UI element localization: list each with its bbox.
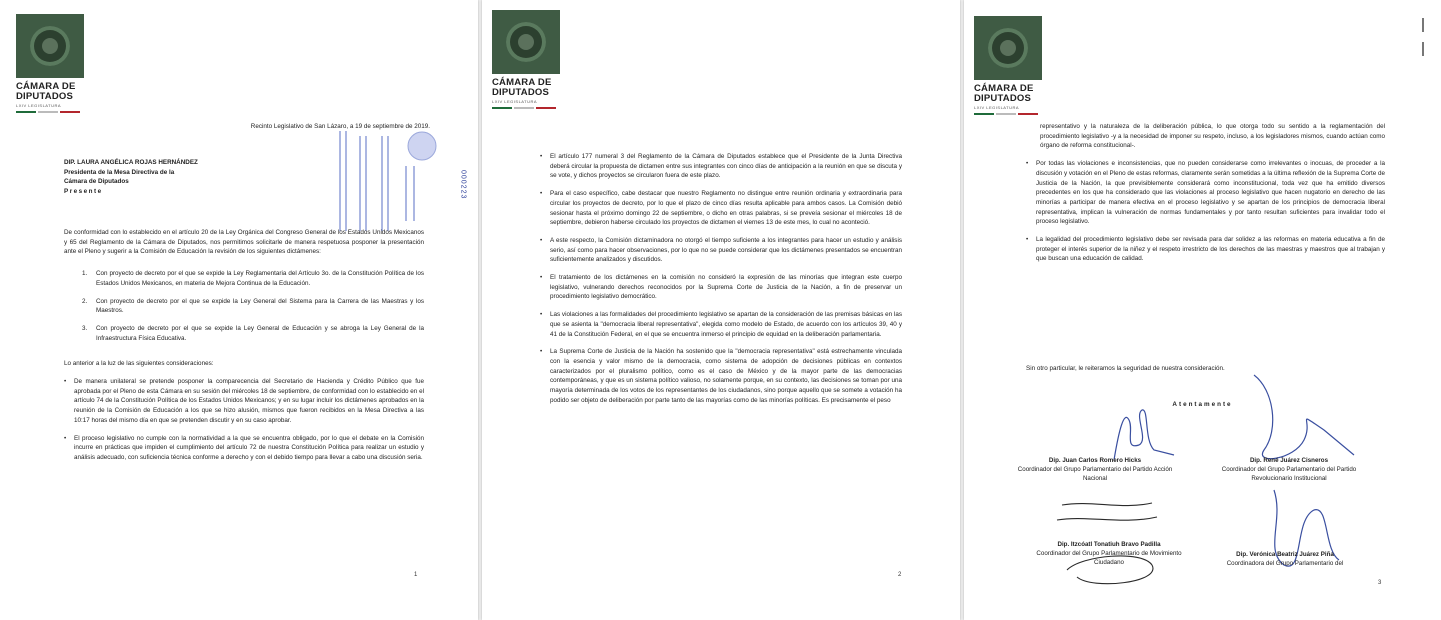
list-item: • La Suprema Corte de Justicia de la Nación ha sostenido que la "democracia representativa" está estrechamente vinculada con la esencia y valor mismo de la democracia, como sistema de adopción de decisiones públicas en contextos caracterizados por el pluralismo político, como es el caso de México y de la mayor parte de las democracias contemporáneas, y que es un sistema político valioso, no solamente porque, en su contexto, las decisiones se toman por una mayoría determinada de los votos de los representantes de los ciudadanos, sino porque aquello que se somete a votación ha podido ser objeto de deliberación por parte tanto de las mayorías como de las minorías políticas. Es precisamente el peso <box>540 347 902 405</box>
logo-line-1: CÁMARA DE <box>974 83 1034 94</box>
list-item: • A este respecto, la Comisión dictaminadora no otorgó el tiempo suficiente a los integrantes para hacer un estudio y análisis serio, así como para hacer observaciones, por lo que no se puede considerar que los dictámenes presentados se encuentran suficientemente analizados y discutidos. <box>540 236 902 265</box>
list-item: • El artículo 177 numeral 3 del Reglamento de la Cámara de Diputados establece que el Presidente de la Junta Directiva deberá circular la propuesta de dictamen entre sus integrantes con cinco días de anticipación a la reunión en que se discuta y se vote, y dichos proyectos se circularon fuera de este plazo. <box>540 152 902 181</box>
logo-line-3: LXIV LEGISLATURA <box>492 99 538 104</box>
logo-line-2: DIPUTADOS <box>974 93 1032 104</box>
addressee-presente: Presente <box>64 187 103 195</box>
signatory-block <box>1200 550 1370 568</box>
list-item: • De manera unilateral se pretende posponer la comparecencia del Secretario de Hacienda y Crédito Público que fue aprobada por el Pleno de esta Cámara en su sesión del miércoles 18 de septiembre, de conformidad con lo establecido en el artículo 74 de la Constitución Política de los Estados Unidos Mexicanos; y en su lugar incluir los dictámenes aprobados en la reunión de la Comisión de Educación a los que se hizo alusión, mismos que fueron recibidos en la Mesa Directiva a las 10:17 horas del mismo día en que se pretenden discutir y en su caso aprobar. <box>64 377 424 426</box>
page3-body <box>1036 122 1385 272</box>
list-item: 1. Con proyecto de decreto por el que se expide la Ley Reglamentaria del Artículo 3o. de la Constitución Política de los Estados Unidos Mexicanos, en materia de Mejora Continua de la Educación. <box>82 270 424 287</box>
page2-body <box>540 152 902 413</box>
continuation-paragraph: representativo y la naturaleza de la deliberación pública, lo que otorga todo su sentido a la reglamentación del procedimiento legislativo -y a la necesidad de imponer su respeto, incluso, a los legisladores mismos, cuando actúan como órgano de reforma constitucional-. <box>1040 123 1385 150</box>
addressee-body: Cámara de Diputados <box>64 178 129 185</box>
camara-logo <box>16 14 88 113</box>
list-item: 2. Con proyecto de decreto por el que se expide la Ley General del Sistema para la Carrera de las Maestras y los Maestros. <box>82 297 424 315</box>
addressee-name: DIP. LAURA ANGÉLICA ROJAS HERNÁNDEZ <box>64 159 198 166</box>
page-number: 1 <box>414 572 418 578</box>
signature-juarez-cisneros <box>1234 370 1364 470</box>
signatory-name: Dip. René Juárez Cisneros <box>1249 457 1329 464</box>
logo-line-2: DIPUTADOS <box>492 87 550 98</box>
logo-line-2: DIPUTADOS <box>16 91 74 102</box>
signatory-role: Coordinadora del Grupo Parlamentario del <box>1226 560 1344 567</box>
eagle-emblem-icon <box>492 10 560 74</box>
page-number: 3 <box>1378 580 1382 586</box>
camara-logo <box>974 16 1046 115</box>
logo-stripes <box>492 107 558 109</box>
signatory-role: Coordinador del Grupo Parlamentario de Movimiento Ciudadano <box>1036 550 1182 566</box>
camara-logo <box>492 10 564 109</box>
signatory-name: Dip. Verónica Beatriz Juárez Piña <box>1236 551 1334 558</box>
signatory-role: Coordinador del Grupo Parlamentario del Partido Acción Nacional <box>1017 466 1173 482</box>
signatory-block <box>1010 456 1180 483</box>
signatory-role: Coordinador del Grupo Parlamentario del Partido Revolucionario Institucional <box>1221 466 1357 482</box>
received-stamp <box>330 126 440 236</box>
signatory-block <box>1204 456 1374 483</box>
logo-line-1: CÁMARA DE <box>492 77 552 88</box>
considerations-intro: Lo anterior a la luz de las siguientes consideraciones: <box>64 360 214 368</box>
signatory-name: Dip. Itzcóatl Tonatiuh Bravo Padilla <box>1057 541 1161 548</box>
page-number: 2 <box>898 572 902 578</box>
addressee-block <box>64 158 324 196</box>
list-item: 3. Con proyecto de decreto por el que se expide la Ley General de Educación y se abroga la Ley General de la Infraestructura Física Educativa. <box>82 324 424 342</box>
intro-paragraph: De conformidad con lo establecido en el artículo 20 de la Ley Orgánica del Congreso General de los Estados Unidos Mexicanos y 65 del Reglamento de la Cámara de Diputados, nos permitimos solicitarle de manera respetuosa posponer la presentación ante el Pleno y sugerir a la Comisión de Educación la revisión de los siguientes dictámenes: <box>64 229 424 256</box>
list-item: • El proceso legislativo no cumple con la normatividad a la que se encuentra obligado, por lo que el debate en la Comisión incurre en prácticas que impiden el cumplimiento del artículo 72 de nuestra Constitución Política para realizar un estudio y análisis adecuado, con suficiencia técnica conforme a derecho y con el debido tiempo para llevar a cabo una discusión seria. <box>64 434 424 463</box>
logo-stripes <box>974 113 1040 115</box>
document-page-2 <box>482 0 960 620</box>
document-page-1 <box>0 0 478 620</box>
farewell: Atentamente <box>1172 401 1233 408</box>
addressee-title: Presidenta de la Mesa Directiva de la <box>64 168 175 176</box>
document-page-3 <box>964 0 1441 620</box>
signatory-block <box>1024 540 1194 567</box>
closing-line: Sin otro particular, le reiteramos la seguridad de nuestra consideración. <box>1026 365 1225 372</box>
list-item: • El tratamiento de los dictámenes en la comisión no consideró la expresión de las minorías que integran este cuerpo legislativo, vulnerando derechos reconocidos por la Suprema Corte de Justicia de la Nación, a fin de preservar un procedimiento legislativo democrático. <box>540 273 902 302</box>
logo-line-3: LXIV LEGISLATURA <box>16 103 62 108</box>
logo-line-1: CÁMARA DE <box>16 81 76 92</box>
eagle-emblem-icon <box>16 14 84 78</box>
logo-stripes <box>16 111 82 113</box>
list-item: • Para el caso específico, cabe destacar que nuestro Reglamento no distingue entre reunión ordinaria y extraordinaria para circular los proyectos de decreto, por lo que el plazo de cinco días resulta aplicable para ambos casos. La Comisión debió sesionar hasta el próximo domingo 22 de septiembre, o dicho en otras palabras, si se preveía sesionar el miércoles 18 de septiembre, debieron haberse circulado los proyectos de dictamen el viernes 13 de este mes, lo cual no aconteció. <box>540 189 902 228</box>
signatory-name: Dip. Juan Carlos Romero Hicks <box>1048 457 1142 464</box>
list-item: • La legalidad del procedimiento legislativo debe ser revisada para dar solidez a las reformas en materia educativa a fin de proteger el interés superior de la niñez y el respeto irrestricto de los derechos de las maestras y maestros que al trabajan y que buscan una educación de calidad. <box>1026 235 1385 264</box>
eagle-emblem-icon <box>974 16 1042 80</box>
margin-marks <box>1422 18 1428 66</box>
list-item: • Las violaciones a las formalidades del procedimiento legislativo se apartan de la consideración de las premisas básicas en las que se asienta la "democracia liberal representativa", elegida como modelo de Estado, de acuerdo con los artículos 39, 40 y 41 de la Constitución Federal, en el que se encuentra inmerso el principio de equidad en la deliberación parlamentaria. <box>540 310 902 339</box>
logo-line-3: LXIV LEGISLATURA <box>974 105 1020 110</box>
stamp-number: 000223 <box>459 170 467 200</box>
page1-body <box>64 228 424 471</box>
list-item: • Por todas las violaciones e inconsistencias, que no pueden considerarse como irrelevantes o inocuas, de proceder a la discusión y votación en el Pleno de estas reformas, claramente serán sometidas a la última reflexión de la Suprema Corte de Justicia de la Nación, la que previsiblemente considerará como inconstitucional, toda vez que ha emitido diversos precedentes en los que ha considerado que las violaciones al proceso legislativo que hacen nugatorio en derecho de las minorías a participar de manera efectiva en el proceso legislativo y se apartan de los principios de democracia liberal representativa, implican la vulneración de normas fundamentales y por tanto resultan suficientes para invalidar todo el proceso legislativo. <box>1026 159 1385 227</box>
place-date: Recinto Legislativo de San Lázaro, a 19 de septiembre de 2019. <box>250 123 430 130</box>
